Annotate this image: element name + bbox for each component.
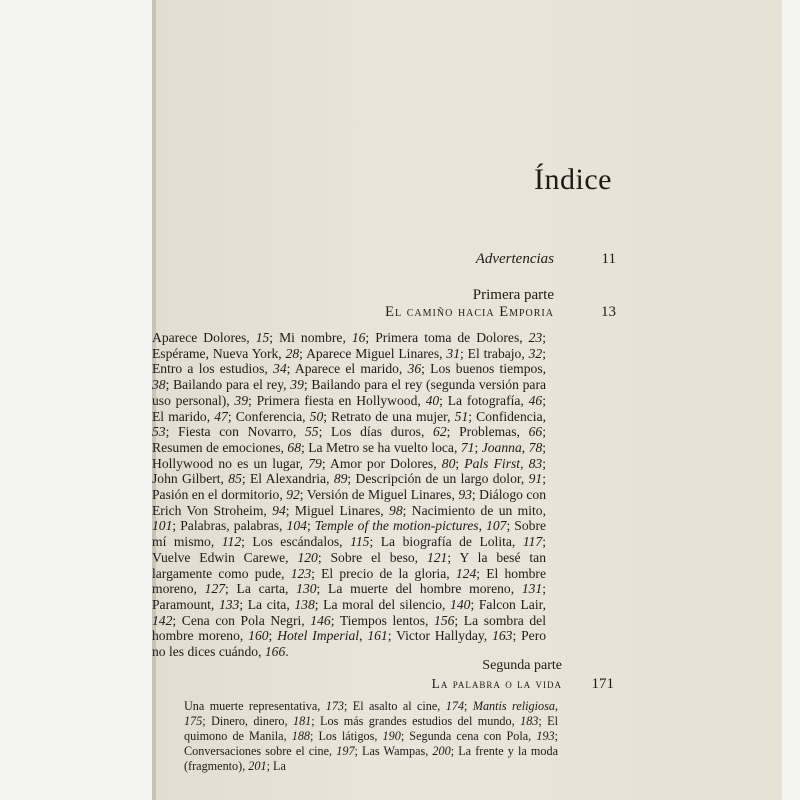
- contents-text-run: ; El Alexandria,: [241, 471, 334, 487]
- contents-text-run: ; La fotografía,: [439, 392, 529, 408]
- entry-advertencias-label: Advertencias: [475, 251, 554, 267]
- contents-text-run: ; John Gilbert,: [152, 455, 546, 487]
- part-one-page: 13: [601, 304, 616, 320]
- contents-text-run: ; Palabras, palabras,: [172, 518, 287, 534]
- contents-text-run: ; La carta,: [225, 581, 297, 597]
- contents-italic-run: 160: [248, 628, 269, 644]
- contents-text-run: ; Amor por Dolores,: [321, 455, 442, 471]
- contents-text-run: ; Pero no les dices cuándo,: [152, 628, 547, 660]
- part-one-heading: Primera parte: [472, 287, 554, 303]
- contents-italic-run: 175: [184, 713, 203, 728]
- part-two-page: 171: [591, 676, 614, 692]
- contents-text-run: ; El precio de la gloria,: [311, 565, 456, 581]
- contents-italic-run: 55: [304, 424, 319, 440]
- contents-text-run: ; El trabajo,: [460, 345, 529, 361]
- contents-italic-run: 117: [522, 534, 543, 550]
- contents-italic-run: 32: [528, 345, 543, 361]
- contents-italic-run: 51: [454, 408, 469, 424]
- contents-italic-run: 104: [286, 518, 307, 534]
- contents-italic-run: 16: [351, 330, 366, 345]
- contents-italic-run: Hotel Imperial: [277, 628, 360, 644]
- contents-italic-run: 193: [536, 728, 555, 743]
- entry-advertencias-page: 11: [601, 251, 616, 267]
- contents-text-run: ; Confidencia,: [468, 408, 546, 424]
- contents-italic-run: 130: [296, 581, 317, 597]
- contents-text-run: ; El marido,: [152, 392, 546, 424]
- part-two-heading: Segunda parte: [482, 658, 562, 673]
- contents-text-run: ; Tiempos lentos,: [330, 612, 435, 628]
- contents-text-run: ;: [268, 628, 278, 644]
- contents-italic-run: 80: [441, 455, 456, 471]
- contents-italic-run: 40: [425, 392, 440, 408]
- contents-text-run: ; Aparece el marido,: [286, 361, 408, 377]
- contents-italic-run: Joanna: [481, 439, 522, 455]
- contents-text-run: ; El hombre moreno,: [152, 565, 546, 597]
- contents-text-run: ; Miguel Linares,: [285, 502, 390, 518]
- contents-text-run: .: [285, 644, 289, 660]
- contents-italic-run: Temple of the motion-pictures: [314, 518, 479, 534]
- contents-text-run: ; Retrato de una mujer,: [323, 408, 455, 424]
- contents-italic-run: 83: [528, 455, 543, 471]
- contents-text-run: ,: [554, 699, 558, 713]
- contents-text-run: Una muerte representativa,: [184, 699, 326, 713]
- contents-italic-run: 197: [336, 743, 355, 758]
- contents-italic-run: 38: [152, 377, 166, 393]
- contents-italic-run: 188: [291, 728, 310, 743]
- contents-text-run: ; Los látigos,: [310, 728, 383, 743]
- part-two-title: La palabra o la vida: [431, 676, 562, 691]
- contents-italic-run: 156: [434, 612, 455, 628]
- contents-text-run: ; Problemas,: [446, 424, 529, 440]
- contents-italic-run: 120: [297, 549, 318, 565]
- contents-italic-run: 163: [492, 628, 513, 644]
- contents-text-run: ;: [306, 518, 315, 534]
- contents-italic-run: 36: [407, 361, 422, 377]
- contents-italic-run: 85: [228, 471, 242, 487]
- contents-text-run: ; Vuelve Edwin Carewe,: [152, 534, 546, 565]
- contents-text-run: ; Versión de Miguel Linares,: [299, 487, 459, 503]
- contents-italic-run: Pals First: [464, 455, 521, 471]
- contents-text-run: ; La cita,: [239, 596, 295, 612]
- contents-italic-run: 174: [445, 699, 465, 713]
- contents-text-run: ,: [520, 455, 529, 471]
- contents-text-run: ; Victor Hallyday,: [387, 628, 493, 644]
- contents-italic-run: 131: [521, 581, 543, 597]
- contents-text-run: ; Conversaciones sobre el cine,: [184, 728, 558, 758]
- contents-italic-run: 62: [433, 424, 447, 440]
- contents-italic-run: 93: [458, 487, 472, 503]
- contents-italic-run: 89: [333, 471, 348, 487]
- contents-italic-run: 146: [310, 612, 331, 628]
- contents-italic-run: 112: [221, 534, 242, 550]
- contents-text-run: ; Y la besé tan largamente como pude,: [152, 549, 546, 581]
- contents-text-run: ; La sombra del hombre moreno,: [152, 612, 546, 644]
- contents-italic-run: 173: [325, 699, 344, 713]
- contents-text-run: ; Conferencia,: [227, 408, 310, 424]
- contents-text-run: ; Segunda cena con Pola,: [400, 728, 537, 743]
- contents-text-run: ; Los días duros,: [318, 424, 434, 440]
- contents-text-run: ; Dinero, dinero,: [202, 713, 293, 728]
- contents-italic-run: 190: [382, 728, 401, 743]
- contents-italic-run: 91: [528, 471, 543, 487]
- contents-italic-run: 78: [528, 439, 543, 455]
- contents-text-run: ; Primera fiesta en Hollywood,: [248, 392, 426, 408]
- contents-italic-run: 133: [218, 596, 240, 612]
- contents-italic-run: 79: [308, 455, 322, 471]
- contents-italic-run: 127: [204, 581, 226, 597]
- contents-text-run: ; Mi nombre,: [269, 330, 352, 345]
- contents-italic-run: 28: [285, 345, 300, 361]
- contents-text-run: ; Aparece Miguel Linares,: [299, 345, 447, 361]
- contents-italic-run: 98: [389, 502, 403, 518]
- contents-italic-run: 123: [290, 565, 312, 581]
- contents-italic-run: 71: [460, 439, 475, 455]
- contents-text-run: ; Los escándalos,: [241, 534, 351, 550]
- contents-text-run: ; Cena con Pola Negri,: [172, 612, 311, 628]
- part-two-contents: [184, 699, 558, 774]
- contents-text-run: ; Pasión en el dormitorio,: [152, 471, 546, 503]
- contents-italic-run: 94: [272, 502, 286, 518]
- contents-italic-run: 115: [350, 534, 370, 550]
- contents-italic-run: 124: [455, 565, 477, 581]
- contents-text-run: ; Sobre el beso,: [317, 549, 427, 565]
- contents-italic-run: 183: [520, 713, 539, 728]
- contents-text-run: ; Hollywood no es un lugar,: [152, 439, 547, 471]
- contents-italic-run: 142: [152, 612, 173, 628]
- contents-text-run: ; El quimono de Manila,: [184, 713, 559, 743]
- contents-text-run: ; Descripción de un largo dolor,: [347, 471, 529, 487]
- contents-italic-run: 50: [309, 408, 324, 424]
- contents-italic-run: 140: [450, 596, 471, 612]
- contents-text-run: ; Espérame, Nueva York,: [152, 330, 546, 361]
- contents-italic-run: 53: [152, 424, 166, 440]
- contents-text-run: ; La Metro se ha vuelto loca,: [300, 439, 461, 455]
- contents-text-run: ; Primera toma de Dolores,: [365, 330, 529, 345]
- contents-text-run: ,: [359, 628, 368, 644]
- contents-italic-run: 46: [528, 392, 543, 408]
- contents-text-run: ;: [455, 455, 465, 471]
- contents-italic-run: 101: [152, 518, 173, 534]
- contents-text-run: ; La muerte del hombre moreno,: [316, 581, 522, 597]
- contents-text-run: ; La frente y la moda (fragmento),: [184, 743, 558, 773]
- contents-italic-run: 121: [426, 549, 448, 565]
- contents-text-run: ; Resumen de emociones,: [152, 424, 546, 455]
- contents-text-run: ; Entro a los estudios,: [152, 345, 546, 377]
- contents-text-run: ; Diálogo con Erich Von Stroheim,: [152, 487, 547, 518]
- contents-italic-run: 138: [294, 596, 315, 612]
- part-one-contents: [152, 330, 546, 660]
- contents-text-run: ; Fiesta con Novarro,: [165, 424, 305, 440]
- contents-text-run: ; Bailando para el rey (segunda versión para uso personal),: [152, 377, 547, 408]
- contents-italic-run: 15: [255, 330, 270, 345]
- contents-text-run: ;: [474, 439, 482, 455]
- contents-italic-run: 181: [292, 713, 312, 728]
- contents-text-run: ; Falcon Lair,: [470, 596, 546, 612]
- contents-italic-run: 34: [273, 361, 287, 377]
- contents-text-run: ,: [521, 439, 529, 455]
- contents-italic-run: 39: [234, 392, 249, 408]
- contents-italic-run: 107: [486, 518, 507, 534]
- contents-text-run: ;: [464, 699, 473, 713]
- contents-italic-run: 47: [214, 408, 228, 424]
- contents-text-run: ; Sobre mí mismo,: [152, 518, 547, 550]
- contents-text-run: ; Las Wampas,: [354, 743, 433, 758]
- contents-text-run: ; La moral del silencio,: [314, 596, 451, 612]
- contents-italic-run: 166: [264, 644, 286, 660]
- contents-italic-run: 39: [290, 377, 304, 393]
- contents-italic-run: 23: [528, 330, 543, 345]
- contents-text-run: ; La biografía de Lolita,: [369, 534, 523, 550]
- contents-italic-run: 66: [528, 424, 543, 440]
- contents-italic-run: 31: [446, 345, 460, 361]
- index-title: Índice: [534, 163, 612, 196]
- contents-text-run: ; La: [266, 758, 286, 773]
- contents-italic-run: 161: [367, 628, 388, 644]
- contents-text-run: ; Paramount,: [152, 581, 546, 612]
- contents-italic-run: 200: [432, 743, 451, 758]
- contents-italic-run: 92: [286, 487, 300, 503]
- contents-text-run: ,: [478, 518, 487, 534]
- contents-text-run: ; Bailando para el rey,: [165, 377, 291, 393]
- contents-text-run: ; Los más grandes estudios del mundo,: [311, 713, 521, 728]
- contents-text-run: ; El asalto al cine,: [344, 699, 446, 713]
- contents-italic-run: 201: [248, 758, 267, 773]
- contents-text-run: Aparece Dolores,: [152, 330, 256, 345]
- contents-text-run: ; Los buenos tiempos,: [421, 361, 547, 377]
- contents-italic-run: 68: [287, 439, 301, 455]
- contents-italic-run: Mantis religiosa: [472, 699, 555, 713]
- book-page: [152, 0, 782, 800]
- part-one-title: El camiño hacia Emporia: [385, 304, 554, 320]
- contents-text-run: ; Nacimiento de un mito,: [402, 502, 546, 518]
